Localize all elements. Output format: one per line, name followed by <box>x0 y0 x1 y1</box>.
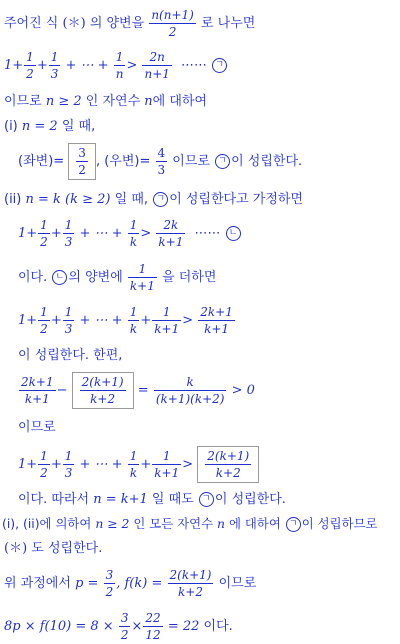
line-12: 이므로 <box>18 420 56 435</box>
line-1 <box>4 8 255 39</box>
case-i-check: (좌변)= $\frac{3}{2}$ , (우변)= $\frac{4}{3}$ 이므로 ㄱ 이 성립한다. <box>18 143 302 180</box>
circled-mark: ㄱ <box>153 192 168 207</box>
case-ii: (ii) n = k (k ≥ 2) 일 때, ㄱ 이 성립한다고 가정하면 <box>4 192 304 207</box>
line-10: 이 성립한다. 한편, <box>18 348 123 363</box>
fraction: $\frac{n(n+1)}{2}$ <box>151 8 194 39</box>
star-label: (＊) <box>62 16 86 31</box>
inequality-4: 1+ $\frac{1}{2}$ + $\frac{1}{3}$ + ⋯ + $\frac{1}{k}$ + $\frac{1}{k+1}$ > $\frac{2(k+1)}{k+2}$ <box>18 446 259 483</box>
circled-mark: ㄱ <box>199 492 214 507</box>
text: 의 양변을 <box>89 16 145 31</box>
star-label: (＊) <box>4 541 28 556</box>
answer-values: 위 과정에서 p = $\frac{3}{2}$ , f(k) = $\frac{2(k+1)}{k+2}$ 이므로 <box>4 568 257 599</box>
difference-equation: $\frac{2k+1}{k+1}$ − $\frac{2(k+1)}{k+2}$ = $\frac{k}{(k+1)(k+2)}$ > 0 <box>18 372 255 409</box>
text: 주어진 식 <box>4 16 59 31</box>
line-8: 이다. ㄴ 의 양변에 $\frac{1}{k+1}$ 을 더하면 <box>18 262 217 293</box>
circled-mark: ㄱ <box>286 517 301 532</box>
inequality-2: 1+ $\frac{1}{2}$ + $\frac{1}{3}$ + ⋯ + $\frac{1}{k}$ > $\frac{2k}{k+1}$ ⋯⋯ ㄴ <box>18 218 242 249</box>
case-i: (i) n = 2 일 때, <box>4 119 96 134</box>
circled-mark: ㄴ <box>52 270 67 285</box>
line-3: 이므로 n ≥ 2 인 자연수 n에 대하여 <box>4 94 208 109</box>
boxed-answer: $\frac{3}{2}$ <box>68 143 96 180</box>
inequality-3: 1+ $\frac{1}{2}$ + $\frac{1}{3}$ + ⋯ + $\frac{1}{k}$ + $\frac{1}{k+1}$ > $\frac{2k+1}{k+1}$ <box>18 305 233 336</box>
circled-mark: ㄱ <box>215 154 230 169</box>
boxed-answer: $\frac{2(k+1)}{k+2}$ <box>197 446 259 483</box>
circled-mark: ㄴ <box>226 226 241 241</box>
circled-mark: ㄱ <box>212 58 227 73</box>
text: 로 나누면 <box>200 16 256 31</box>
inequality-1: 1+ $\frac{1}{2}$ + $\frac{1}{3}$ + ⋯ + $\frac{1}{n}$ > $\frac{2n}{n+1}$ ⋯⋯ ㄱ <box>4 50 228 81</box>
boxed-answer: $\frac{2(k+1)}{k+2}$ <box>72 372 134 409</box>
conclusion: (i), (ii)에 의하여 n ≥ 2 인 모든 자연수 n 에 대하여 ㄱ 이 성립하므로 <box>2 516 378 531</box>
final-answer: 8p × f(10) = 8 × $\frac{3}{2}$ × $\frac{22}{12}$ = 22 이다. <box>4 611 233 642</box>
line-14: 이다. 따라서 n = k+1 일 때도 ㄱ 이 성립한다. <box>18 492 286 507</box>
line-16: (＊) 도 성립한다. <box>4 541 103 556</box>
